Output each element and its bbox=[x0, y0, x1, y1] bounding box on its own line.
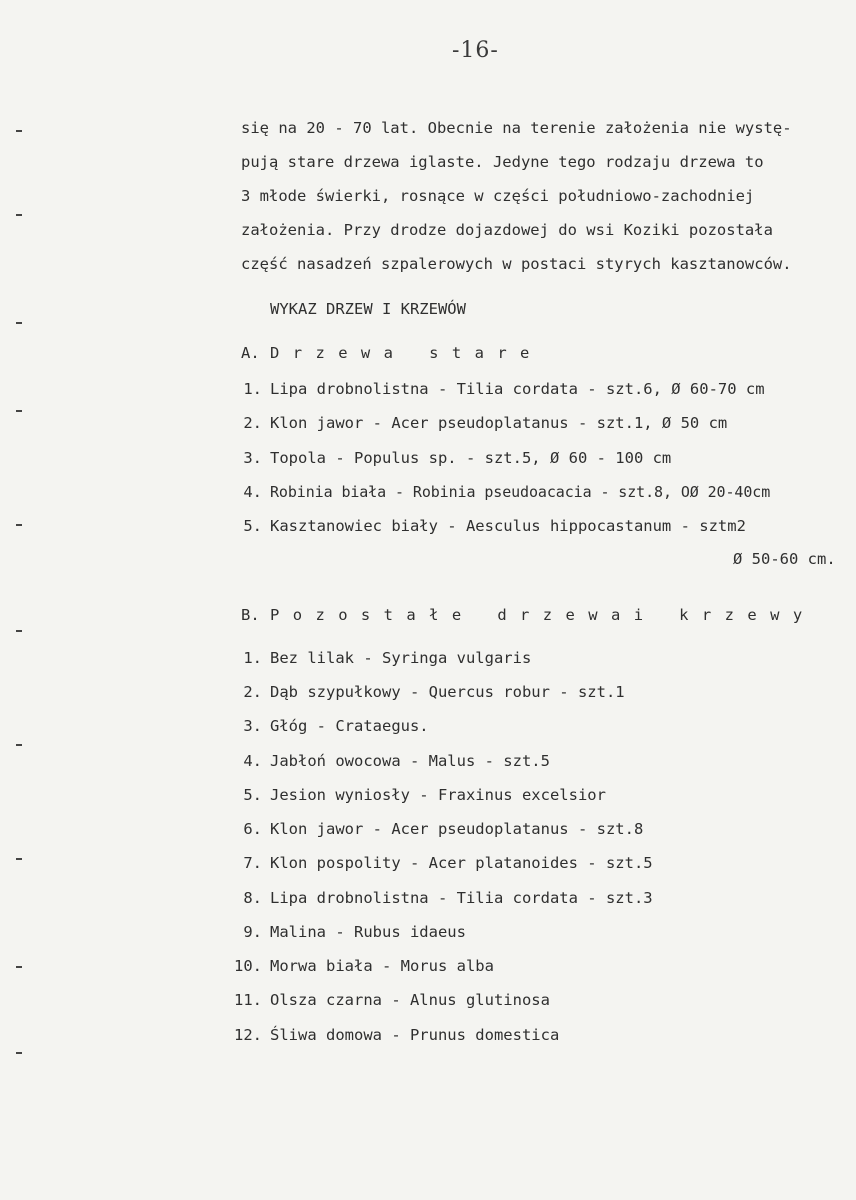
item-number: 8. bbox=[243, 889, 262, 907]
margin-mark bbox=[16, 630, 22, 632]
item-number: 11. bbox=[234, 991, 262, 1009]
item-number: 7. bbox=[243, 854, 262, 872]
list-item: Głóg - Crataegus. bbox=[270, 717, 429, 735]
margin-mark bbox=[16, 524, 22, 526]
paragraph-line: się na 20 - 70 lat. Obecnie na terenie założenia nie wystę- bbox=[241, 119, 792, 137]
section-a-title: Drzewa stare bbox=[270, 344, 543, 362]
list-item: Robinia biała - Robinia pseudoacacia - szt.8, OØ 20-40cm bbox=[270, 483, 771, 501]
margin-mark bbox=[16, 322, 22, 324]
item-number: 3. bbox=[243, 449, 262, 467]
list-item: Klon jawor - Acer pseudoplatanus - szt.8 bbox=[270, 820, 644, 838]
item-number: 3. bbox=[243, 717, 262, 735]
item-number: 4. bbox=[243, 483, 262, 501]
margin-mark bbox=[16, 966, 22, 968]
item-number: 5. bbox=[243, 517, 262, 535]
list-item: Malina - Rubus idaeus bbox=[270, 923, 466, 941]
margin-mark bbox=[16, 410, 22, 412]
list-item: Morwa biała - Morus alba bbox=[270, 957, 494, 975]
list-item: Jesion wyniosły - Fraxinus excelsior bbox=[270, 786, 606, 804]
item-number: 1. bbox=[243, 649, 262, 667]
page-number: -16- bbox=[452, 38, 499, 63]
paragraph-line: 3 młode świerki, rosnące w części południowo-zachodniej bbox=[241, 187, 755, 205]
item-number: 2. bbox=[243, 414, 262, 432]
margin-mark bbox=[16, 1052, 22, 1054]
list-item: Dąb szypułkowy - Quercus robur - szt.1 bbox=[270, 683, 625, 701]
section-a-label: A. bbox=[241, 344, 260, 362]
margin-mark bbox=[16, 214, 22, 216]
paragraph-line: założenia. Przy drodze dojazdowej do wsi Koziki pozostała bbox=[241, 221, 773, 239]
paragraph-line: pują stare drzewa iglaste. Jedyne tego rodzaju drzewa to bbox=[241, 153, 764, 171]
paragraph-line: część nasadzeń szpalerowych w postaci styrych kasztanowców. bbox=[241, 255, 792, 273]
item-number: 12. bbox=[234, 1026, 262, 1044]
margin-mark bbox=[16, 744, 22, 746]
margin-mark bbox=[16, 858, 22, 860]
margin-mark bbox=[16, 130, 22, 132]
item-number: 2. bbox=[243, 683, 262, 701]
list-item: Lipa drobnolistna - Tilia cordata - szt.3 bbox=[270, 889, 653, 907]
item-number: 6. bbox=[243, 820, 262, 838]
list-item: Bez lilak - Syringa vulgaris bbox=[270, 649, 532, 667]
item-number: 1. bbox=[243, 380, 262, 398]
item-number: 9. bbox=[243, 923, 262, 941]
list-item: Lipa drobnolistna - Tilia cordata - szt.6, Ø 60-70 cm bbox=[270, 380, 765, 398]
list-item: Olsza czarna - Alnus glutinosa bbox=[270, 991, 550, 1009]
list-item: Klon pospolity - Acer platanoides - szt.5 bbox=[270, 854, 653, 872]
list-heading: WYKAZ DRZEW I KRZEWÓW bbox=[270, 300, 466, 318]
list-item: Klon jawor - Acer pseudoplatanus - szt.1, Ø 50 cm bbox=[270, 414, 728, 432]
section-b-title: Pozostałe drzewai krzewy bbox=[270, 606, 816, 624]
list-item: Śliwa domowa - Prunus domestica bbox=[270, 1026, 560, 1044]
list-item: Kasztanowiec biały - Aesculus hippocastanum - sztm2 bbox=[270, 517, 746, 535]
item-number: 10. bbox=[234, 957, 262, 975]
item-number: 5. bbox=[243, 786, 262, 804]
list-item: Topola - Populus sp. - szt.5, Ø 60 - 100 cm bbox=[270, 449, 672, 467]
section-b-label: B. bbox=[241, 606, 260, 624]
list-item: Jabłoń owocowa - Malus - szt.5 bbox=[270, 752, 550, 770]
item-number: 4. bbox=[243, 752, 262, 770]
list-item-continuation: Ø 50-60 cm. bbox=[733, 550, 836, 568]
